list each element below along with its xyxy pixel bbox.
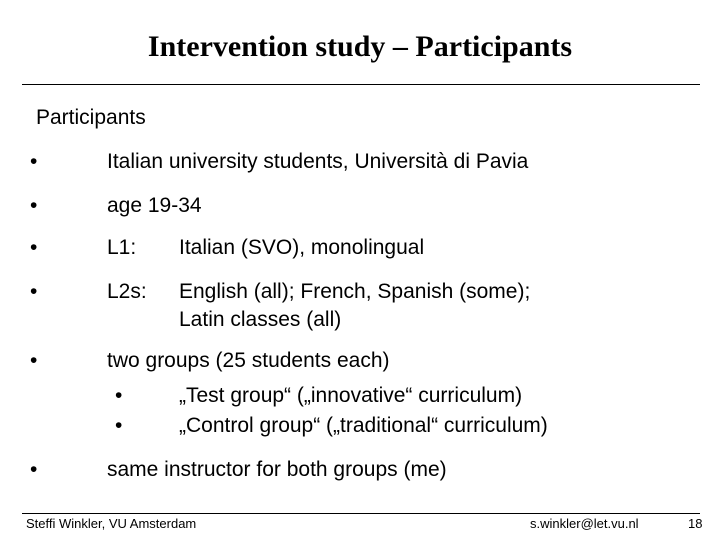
- l1-value: Italian (SVO), monolingual: [179, 236, 425, 259]
- title-divider: [22, 84, 700, 85]
- bullet-marker: •: [30, 194, 38, 217]
- l2-label: L2s:: [107, 280, 147, 303]
- bullet-marker: •: [30, 458, 38, 481]
- bullet-marker: •: [30, 280, 38, 303]
- bullet-students: Italian university students, Università di Pavia: [107, 150, 529, 173]
- bullet-instructor: same instructor for both groups (me): [107, 458, 447, 481]
- slide-title: Intervention study – Participants: [147, 30, 573, 63]
- sub-item-control-group: „Control group“ („traditional“ curriculum): [179, 414, 548, 437]
- bullet-marker: •: [30, 349, 38, 372]
- footer-divider: [22, 513, 700, 514]
- bullet-marker: •: [30, 236, 38, 259]
- bullet-marker: •: [30, 150, 38, 173]
- l2-value-line1: English (all); French, Spanish (some);: [179, 280, 531, 303]
- footer-email: s.winkler@let.vu.nl: [530, 516, 639, 531]
- sub-bullet-marker: •: [115, 384, 123, 407]
- l2-value-line2: Latin classes (all): [179, 308, 342, 331]
- section-heading: Participants: [36, 106, 146, 129]
- sub-item-test-group: „Test group“ („innovative“ curriculum): [179, 384, 523, 407]
- bullet-groups: two groups (25 students each): [107, 349, 390, 372]
- footer-author: Steffi Winkler, VU Amsterdam: [26, 516, 197, 531]
- sub-bullet-marker: •: [115, 414, 123, 437]
- bullet-age: age 19-34: [107, 194, 202, 217]
- l1-label: L1:: [107, 236, 137, 259]
- page-number: 18: [688, 516, 703, 531]
